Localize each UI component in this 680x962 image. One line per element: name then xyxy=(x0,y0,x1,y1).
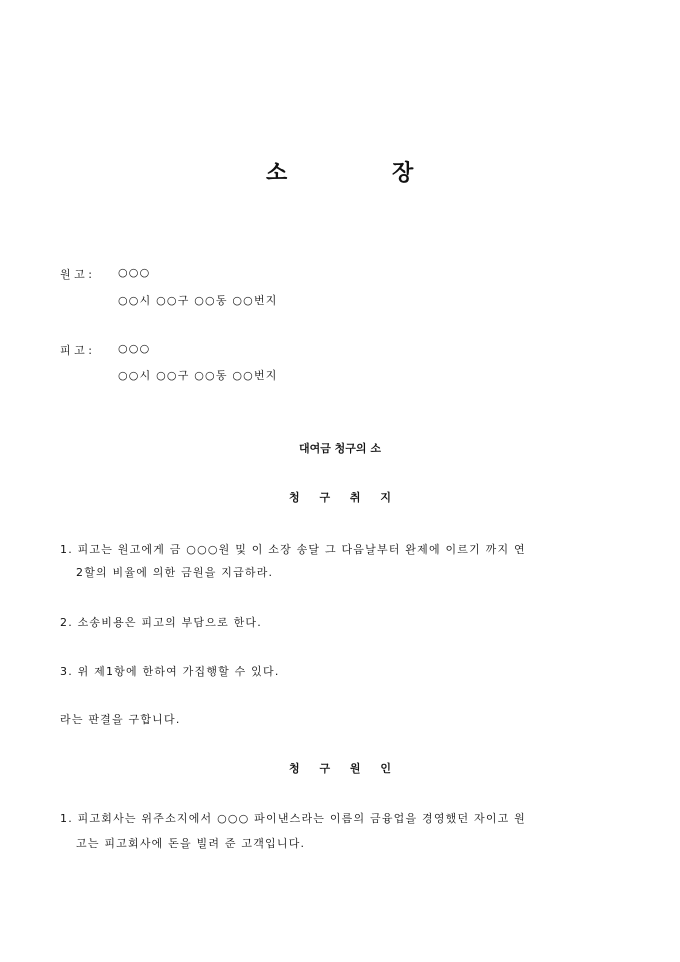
plaintiff-address: ○○시 ○○구 ○○동 ○○번지 xyxy=(118,294,278,307)
claim-heading: 청 구 취 지 xyxy=(289,491,391,504)
defendant-name: ○○○ xyxy=(118,342,151,355)
claim-1-line2: 2할의 비율에 의한 금원을 지급하라. xyxy=(76,566,274,579)
cause-1-line1: 1. 피고회사는 위주소지에서 ○○○ 파이낸스라는 이름의 금융업을 경영했던 자이고 원 xyxy=(60,812,526,825)
closing-statement: 라는 판결을 구합니다. xyxy=(60,713,181,726)
case-title: 대여금 청구의 소 xyxy=(298,442,382,455)
title-char-jang: 장 xyxy=(392,160,414,186)
defendant-label: 피 고 : xyxy=(60,344,92,357)
claim-1-line1: 1. 피고는 원고에게 금 ○○○원 및 이 소장 송달 그 다음날부터 완제에 이르기 까지 연 xyxy=(60,543,526,556)
defendant-address: ○○시 ○○구 ○○동 ○○번지 xyxy=(118,369,278,382)
cause-1-line2: 고는 피고회사에 돈을 빌려 준 고객입니다. xyxy=(76,837,306,850)
plaintiff-label: 원 고 : xyxy=(60,268,92,281)
title-char-so: 소 xyxy=(266,160,288,186)
claim-2: 2. 소송비용은 피고의 부담으로 한다. xyxy=(60,616,262,629)
claim-3: 3. 위 제1항에 한하여 가집행할 수 있다. xyxy=(60,665,280,678)
plaintiff-name: ○○○ xyxy=(118,266,151,279)
document-title xyxy=(0,156,680,186)
cause-heading: 청 구 원 인 xyxy=(289,762,391,775)
